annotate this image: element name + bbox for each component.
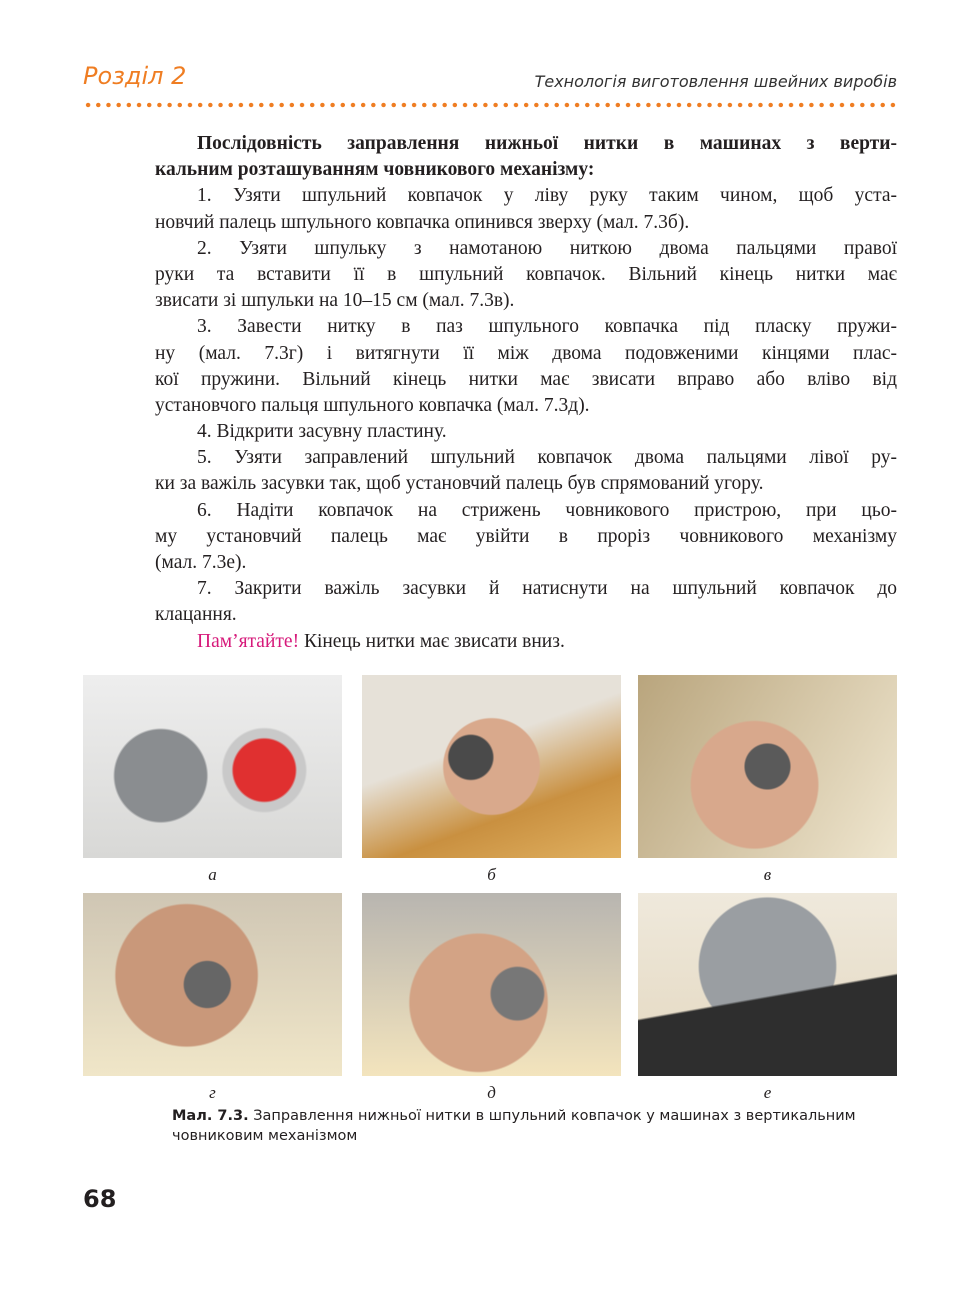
figure-photo	[638, 893, 897, 1076]
body-line: ну (мал. 7.3г) і витягнути її між двома подовженими кінцями плас-	[155, 342, 897, 364]
body-line: ки за важіль засувки так, щоб установчий палець був спрямований угору.	[155, 473, 764, 495]
running-header: Технологія виготовлення швейних виробів	[534, 72, 897, 91]
body-line: 1. Узяти шпульний ковпачок у ліву руку таким чином, щоб уста-	[197, 185, 897, 207]
body-line: 3. Завести нитку в паз шпульного ковпачка під пласку пружи-	[197, 316, 897, 338]
body-line: 2. Узяти шпульку з намотаною ниткою двома пальцями правої	[197, 237, 897, 259]
figure-photo	[638, 675, 897, 858]
body-line: му установчий палець має увійти в проріз човникового механізму	[155, 525, 897, 547]
figure-photo	[362, 893, 621, 1076]
figure-label: д	[487, 1083, 496, 1102]
remember-label: Пам’ятайте!	[197, 630, 300, 652]
figure-label: е	[763, 1083, 772, 1102]
figure-photo	[362, 675, 621, 858]
dotted-divider	[83, 102, 898, 108]
heading-line: кальним розташуванням човникового механізму:	[155, 159, 595, 181]
body-line: руки та вставити її в шпульний ковпачок. Вільний кінець нитки має	[155, 263, 897, 285]
remember-text: Кінець нитки має звисати вниз.	[299, 630, 565, 652]
page-number: 68	[83, 1185, 117, 1213]
body-line: (мал. 7.3е).	[155, 552, 247, 573]
figure-label: г	[209, 1083, 216, 1102]
body-line: 4. Відкрити засувну пластину.	[197, 421, 447, 443]
body-line: 5. Узяти заправлений шпульний ковпачок двома пальцями лівої ру-	[197, 447, 897, 469]
body-line: 6. Надіти ковпачок на стрижень човникового пристрою, при цьо-	[197, 499, 897, 521]
remember-note	[155, 629, 897, 655]
figure-label: б	[487, 865, 496, 884]
heading-line: Послідовність заправлення нижньої нитки в машинах з верти-	[197, 133, 897, 154]
section-title: Розділ 2	[83, 62, 187, 90]
body-line: звисати зі шпульки на 10–15 см (мал. 7.3в).	[155, 290, 515, 312]
caption-ref: Мал. 7.3.	[172, 1108, 249, 1124]
body-line: установчого пальця шпульного ковпачка (мал. 7.3д).	[155, 394, 590, 416]
figure-label: в	[763, 865, 772, 884]
body-line: клацання.	[155, 604, 237, 626]
caption-text: Заправлення нижньої нитки в шпульний ковпачок у машинах з вертикальним човниковим механізмом	[172, 1108, 856, 1144]
figure-caption	[172, 1106, 902, 1146]
body-line: 7. Закрити важіль засувки й натиснути на шпульний ковпачок до	[197, 578, 897, 600]
body-line: кої пружини. Вільний кінець нитки має звисати вправо або вліво від	[155, 368, 897, 390]
body-text	[155, 131, 897, 655]
figure-photo	[83, 893, 342, 1076]
figure-photo	[83, 675, 342, 858]
body-line: новчий палець шпульного ковпачка опинився зверху (мал. 7.3б).	[155, 211, 690, 233]
figure-label: а	[208, 865, 217, 884]
